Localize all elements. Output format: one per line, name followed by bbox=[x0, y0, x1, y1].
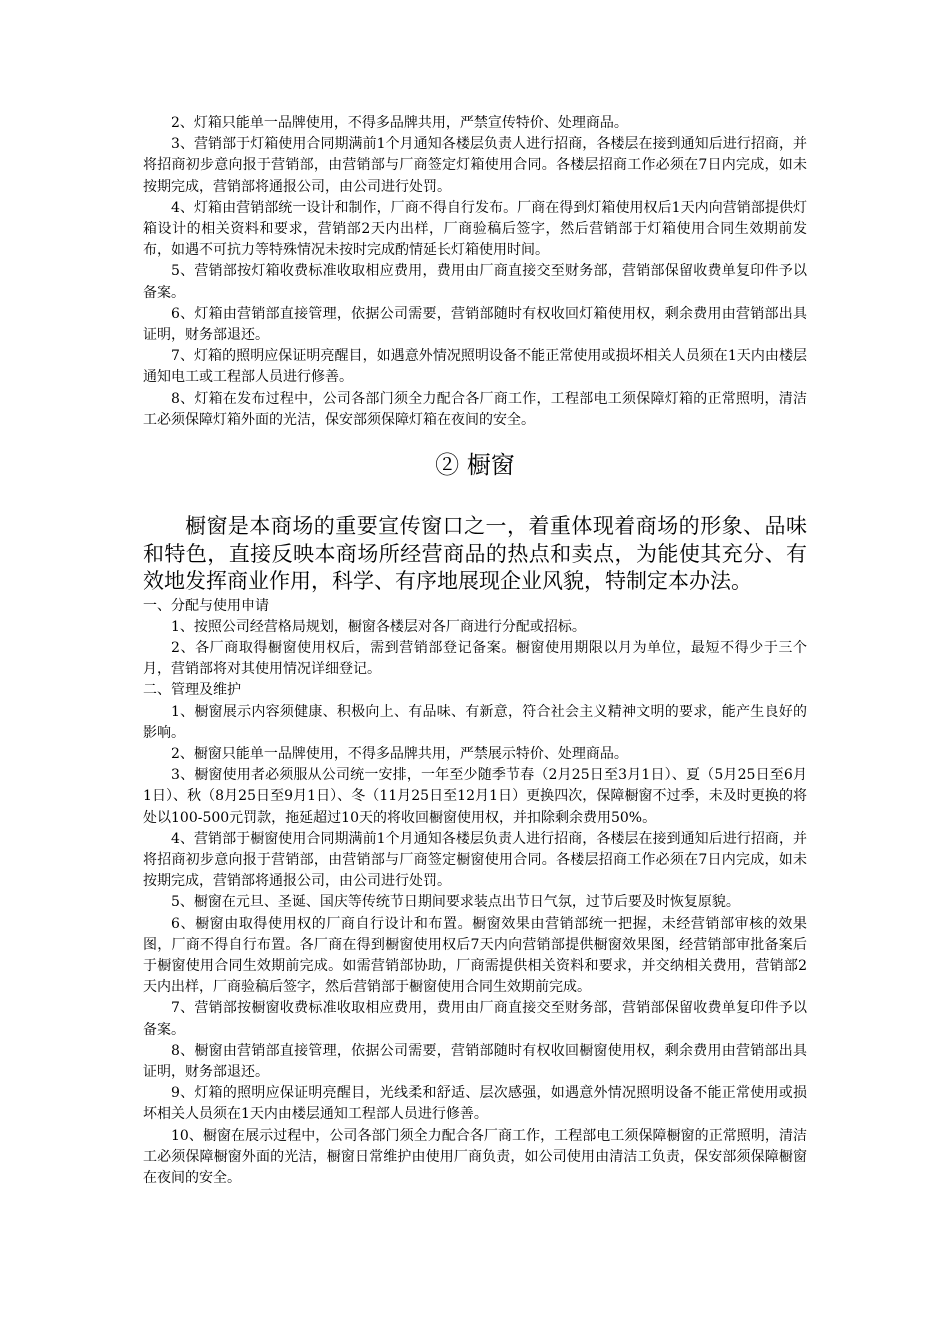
section1-item-2: 2、灯箱只能单一品牌使用，不得多品牌共用，严禁宣传特价、处理商品。 bbox=[171, 115, 628, 131]
part2-heading: 二、管理及维护 bbox=[143, 682, 241, 699]
part2-item-3: 3、橱窗使用者必须服从公司统一安排，一年至少随季节春（2月25日至3月1日）、夏（5月25日至6月1日）、秋（8月25日至9月1日）、冬（11月25日至12月1日）更换四次，保障橱窗不过季，未及时更换的将处以100-500元罚款，拖延超过10天的将收回橱窗使用权，并扣除剩余费用50%。 bbox=[143, 767, 807, 826]
part1-item-1: 1、按照公司经营格局规划，橱窗各楼层对各厂商进行分配或招标。 bbox=[171, 618, 586, 635]
document-page bbox=[143, 113, 807, 1189]
part2-item-10: 10、橱窗在展示过程中，公司各部门须全力配合各厂商工作，工程部电工须保障橱窗的正常照明，清洁工必须保障橱窗外面的光洁，橱窗日常维护由使用厂商负责，如公司使用由清洁工负责，保安部须保障橱窗在夜间的安全。 bbox=[143, 1127, 807, 1187]
section1-item-5: 5、营销部按灯箱收费标准收取相应费用，费用由厂商直接交至财务部，营销部保留收费单复印件予以备案。 bbox=[143, 263, 807, 301]
section1-item-4: 4、灯箱由营销部统一设计和制作，厂商不得自行发布。厂商在得到灯箱使用权后1天内向营销部提供灯箱设计的相关资料和要求，营销部2天内出样，厂商验稿后签字，然后营销部于灯箱使用合同生效期前发布，如遇不可抗力等特殊情况未按时完成酌情延长灯箱使用时间。 bbox=[143, 199, 807, 259]
part2-item-8: 8、橱窗由营销部直接管理，依据公司需要，营销部随时有权收回橱窗使用权，剩余费用由营销部出具证明，财务部退还。 bbox=[143, 1042, 807, 1081]
part2-item-1: 1、橱窗展示内容须健康、积极向上、有品味、有新意，符合社会主义精神文明的要求，能产生良好的影响。 bbox=[143, 703, 807, 741]
section1-item-8: 8、灯箱在发布过程中，公司各部门须全力配合各厂商工作，工程部电工须保障灯箱的正常照明，清洁工必须保障灯箱外面的光洁，保安部须保障灯箱在夜间的安全。 bbox=[143, 390, 807, 428]
section1-item-7: 7、灯箱的照明应保证明亮醒目，如遇意外情况照明设备不能正常使用或损坏相关人员须在1天内由楼层通知电工或工程部人员进行修善。 bbox=[143, 348, 807, 386]
part2-item-5: 5、橱窗在元旦、圣诞、国庆等传统节日期间要求装点出节日气氛，过节后要及时恢复原貌。 bbox=[171, 894, 740, 911]
part2-item-2: 2、橱窗只能单一品牌使用，不得多品牌共用，严禁展示特价、处理商品。 bbox=[171, 745, 628, 762]
section2-title: ② 橱窗 bbox=[435, 451, 515, 480]
part2-item-4: 4、营销部于橱窗使用合同期满前1个月通知各楼层负责人进行招商，各楼层在接到通知后进行招商，并将招商初步意向报于营销部，由营销部与厂商签定橱窗使用合同。各楼层招商工作必须在7日内完成，如未按期完成，营销部将通报公司，由公司进行处罚。 bbox=[143, 830, 807, 890]
part1-heading: 一、分配与使用申请 bbox=[143, 597, 269, 614]
part2-item-7: 7、营销部按橱窗收费标准收取相应费用，费用由厂商直接交至财务部，营销部保留收费单复印件予以备案。 bbox=[143, 1000, 807, 1038]
section2-intro: 橱窗是本商场的重要宣传窗口之一，着重体现着商场的形象、品味和特色，直接反映本商场所经营商品的热点和卖点，为能使其充分、有效地发挥商业作用，科学、有序地展现企业风貌，特制定本办法。 bbox=[143, 514, 807, 594]
section1-item-3: 3、营销部于灯箱使用合同期满前1个月通知各楼层负责人进行招商，各楼层在接到通知后进行招商，并将招商初步意向报于营销部，由营销部与厂商签定灯箱使用合同。各楼层招商工作必须在7日内完成，如未按期完成，营销部将通报公司，由公司进行处罚。 bbox=[143, 136, 807, 195]
part2-item-9: 9、灯箱的照明应保证明亮醒目，光线柔和舒适、层次感强，如遇意外情况照明设备不能正常使用或损坏相关人员须在1天内由楼层通知工程部人员进行修善。 bbox=[143, 1085, 807, 1123]
part1-item-2: 2、各厂商取得橱窗使用权后，需到营销部登记备案。橱窗使用期限以月为单位，最短不得少于三个月，营销部将对其使用情况详细登记。 bbox=[143, 639, 807, 678]
part2-item-6: 6、橱窗由取得使用权的厂商自行设计和布置。橱窗效果由营销部统一把握，未经营销部审核的效果图，厂商不得自行布置。各厂商在得到橱窗使用权后7天内向营销部提供橱窗效果图，经营销部审批备案后于橱窗使用合同生效期前完成。如需营销部协助，厂商需提供相关资料和要求，并交纳相关费用，营销部2天内出样，厂商验稿后签字，然后营销部于橱窗使用合同生效期前完成。 bbox=[143, 915, 807, 996]
section1-item-6: 6、灯箱由营销部直接管理，依据公司需要，营销部随时有权收回灯箱使用权，剩余费用由营销部出具证明，财务部退还。 bbox=[143, 305, 807, 344]
